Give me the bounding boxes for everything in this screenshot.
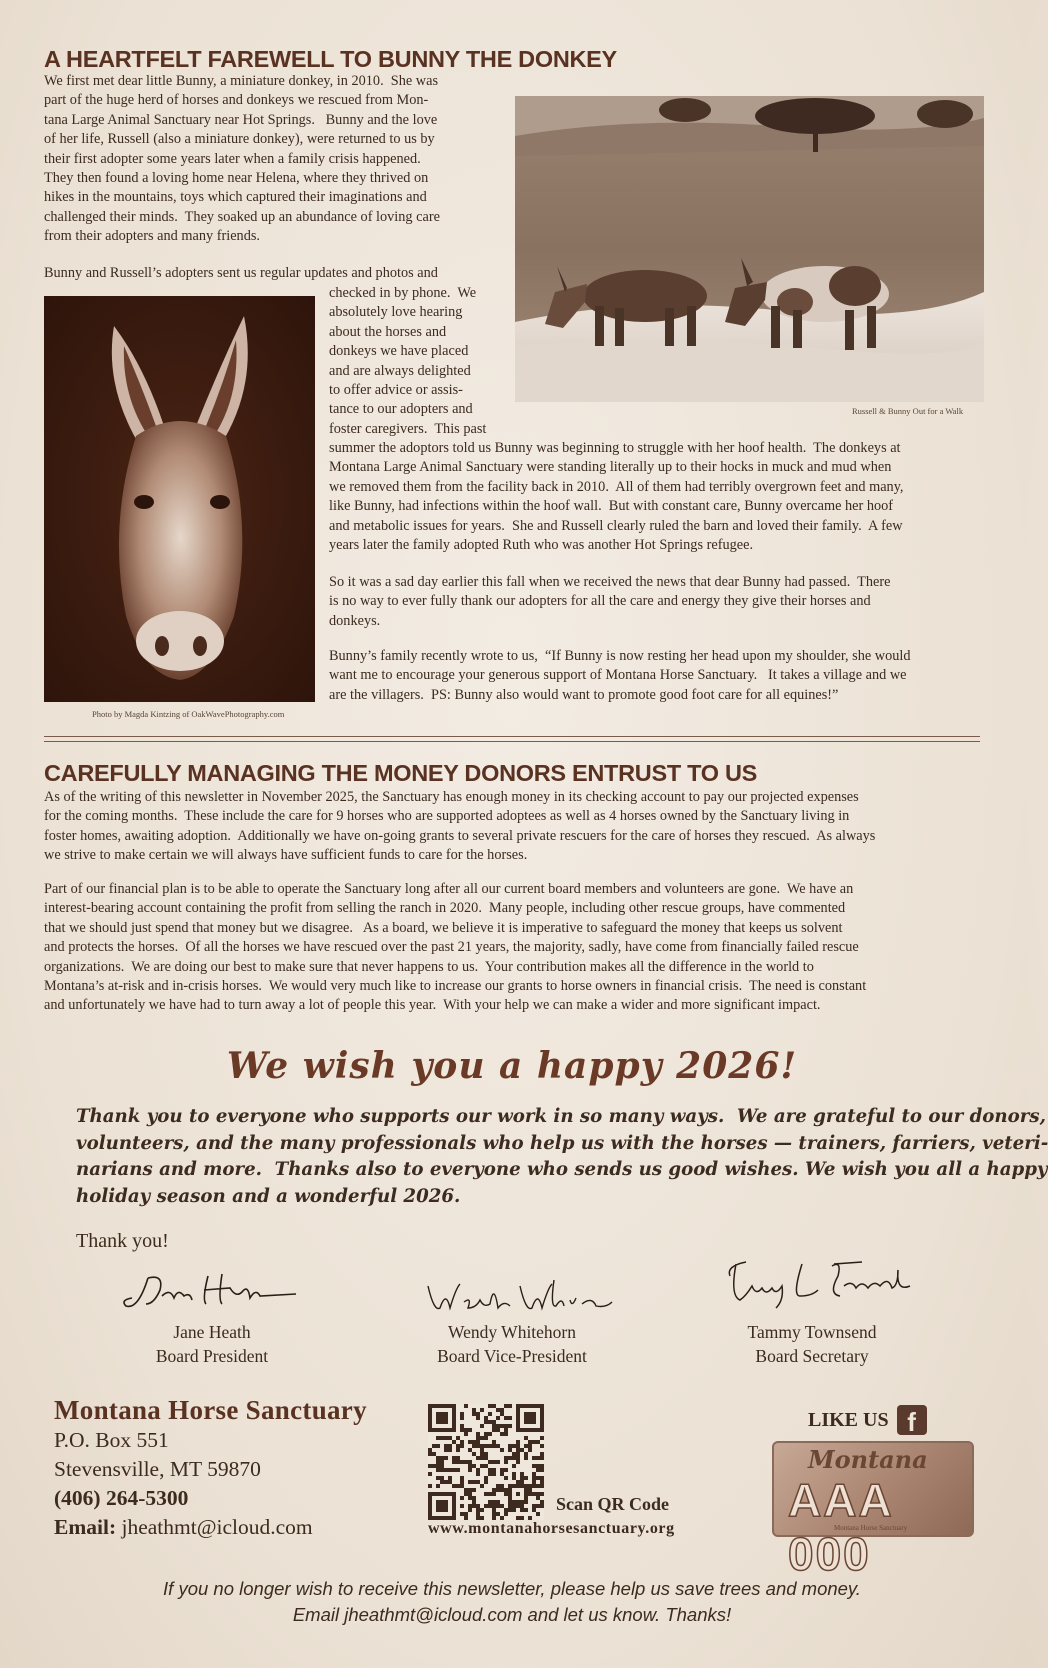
text-line: Montana’s at-risk and in-crisis horses. We would very much like to increase our grants to horse owners in financial crisis. The need is constant	[44, 978, 867, 995]
website-link[interactable]: www.montanahorsesanctuary.org	[428, 1520, 675, 1537]
po-box: P.O. Box 551	[54, 1428, 169, 1452]
text-line: foster caregivers. This past	[329, 420, 487, 437]
text-line: holiday season and a wonderful 2026.	[76, 1185, 461, 1207]
qr-code[interactable]	[428, 1404, 544, 1520]
plate-state: Montana	[808, 1445, 928, 1474]
signer-name: Wendy Whitehorn	[447, 1322, 577, 1342]
text-line: We first met dear little Bunny, a miniature donkey, in 2010. She was	[44, 73, 439, 89]
signer-role: Board President	[155, 1346, 269, 1366]
article1-p3	[329, 573, 984, 631]
phone-number[interactable]	[54, 1486, 188, 1511]
text-line: we removed them from the facility back in 2010. All of them had terribly overgrown feet and many,	[329, 478, 904, 495]
text-line: absolutely love hearing	[329, 304, 463, 321]
section-divider	[44, 736, 980, 742]
signature-jane-heath	[118, 1270, 298, 1320]
email-link[interactable]: jheathmt@icloud.com	[121, 1515, 313, 1539]
article1-p2-first-line: Bunny and Russell’s adopters sent us regular updates and photos and	[44, 265, 438, 281]
text-line: Bunny’s family recently wrote to us, “If Bunny is now resting her head upon my shoulder, she would	[329, 648, 911, 664]
text-line: So it was a sad day earlier this fall when we received the news that dear Bunny had passed. There	[329, 574, 891, 590]
text-line: that we should just spend that money but we disagree. As a board, we believe it is imperative to safeguard the money that keeps us solvent	[44, 919, 843, 936]
photo-donkey-portrait	[44, 296, 315, 702]
photo-walk-caption: Russell & Bunny Out for a Walk	[852, 406, 964, 416]
article1-p2-wide	[329, 439, 984, 555]
qr-code-icon	[428, 1404, 544, 1520]
donkey-portrait-image	[44, 296, 315, 702]
signer-role: Board Secretary	[755, 1346, 869, 1366]
text-line: donkeys.	[329, 612, 381, 629]
text-line: hikes in the mountains, toys which captured their imaginations and	[44, 189, 427, 206]
photo-donkeys-walking	[515, 96, 984, 402]
donkeys-walking-image	[515, 96, 984, 402]
article1-p2-narrow	[329, 284, 509, 439]
email-label: Email:	[54, 1515, 117, 1539]
text-line: narians and more. Thanks also to everyone who sends us good wishes. We wish you all a happy	[76, 1159, 1048, 1180]
like-us-facebook[interactable]	[808, 1405, 927, 1435]
unsubscribe-line-2: Email jheathmt@icloud.com and let us know. Thanks!	[292, 1604, 732, 1625]
signer-name: Tammy Townsend	[747, 1322, 877, 1342]
facebook-icon[interactable]: f	[897, 1405, 927, 1435]
text-line: Thank you to everyone who supports our work in so many ways. We are grateful to our donors,	[76, 1106, 1046, 1127]
unsubscribe-note	[0, 1576, 1024, 1628]
signer-wendy-whitehorn	[392, 1320, 632, 1368]
text-line: donkeys we have placed	[329, 343, 469, 360]
text-line: volunteers, and the many professionals who help us with the horses — trainers, farriers, veteri-	[76, 1132, 1048, 1154]
signer-name: Jane Heath	[173, 1322, 251, 1342]
article2-title: CAREFULLY MANAGING THE MONEY DONORS ENTRUST TO US	[44, 760, 757, 786]
text-line: interest-bearing account containing the profit from selling the ranch in 2020. Many people, including other rescue groups, have commented	[44, 900, 846, 917]
text-line: from their adopters and many friends.	[44, 228, 260, 245]
qr-label: Scan QR Code	[556, 1494, 670, 1514]
signature-tammy-townsend	[722, 1256, 912, 1312]
text-line: challenged their minds. They soaked up an abundance of loving care	[44, 208, 440, 225]
text-line: like Bunny, had infections within the hoof wall. But with constant care, Bunny overcame her hoof	[329, 498, 894, 515]
greeting-headline: We wish you a happy 2026!	[226, 1045, 798, 1087]
text-line: They then found a loving home near Helena, where they thrived on	[44, 170, 429, 187]
text-line: organizations. We are doing our best to make sure that never happens to us. Your contribution makes all the difference in the world to	[44, 958, 814, 975]
text-line: are the villagers. PS: Bunny also would want to promote good foot care for all equines!”	[329, 686, 839, 703]
text-line: summer the adoptors told us Bunny was beginning to struggle with her hoof health. The donkeys at	[329, 440, 901, 456]
text-line: to offer advice or assis-	[329, 382, 463, 399]
signature-wendy-whitehorn	[424, 1278, 614, 1322]
text-line: Montana Large Animal Sanctuary were standing literally up to their hocks in muck and mud when	[329, 459, 892, 476]
text-line: tance to our adopters and	[329, 401, 473, 418]
text-line: years later the family adopted Ruth who was another Hot Springs refugee.	[329, 537, 754, 554]
text-line: is no way to ever fully thank our adopters for all the care and energy they give their horses and	[329, 593, 871, 610]
text-line: foster homes, awaiting adoption. Additionally we have on-going grants to several private rescuers for the care of horses they rescued. As always	[44, 827, 876, 844]
article1-intro	[44, 72, 484, 247]
text-line: their first adopter some years later when a family crisis happened.	[44, 150, 421, 167]
text-line: and are always delighted	[329, 362, 471, 379]
article1-title: A HEARTFELT FAREWELL TO BUNNY THE DONKEY	[44, 46, 617, 72]
city-state-zip: Stevensville, MT 59870	[54, 1457, 261, 1481]
text-line: and protects the horses. Of all the horses we have rescued over the past 21 years, the majority, sadly, have come from financially failed rescue	[44, 939, 859, 956]
photo-portrait-caption: Photo by Magda Kintzing of OakWavePhotography.com	[92, 709, 285, 719]
org-name: Montana Horse Sanctuary	[54, 1395, 367, 1425]
plate-footer: Montana Horse Sanctuary	[834, 1524, 908, 1532]
text-line: part of the huge herd of horses and donkeys we rescued from Mon-	[44, 92, 429, 109]
text-line: want me to encourage your generous support of Montana Horse Sanctuary. It takes a village and we	[329, 667, 907, 684]
like-us-label: LIKE US	[808, 1408, 889, 1431]
text-line: and unfortunately we have had to turn away a lot of people this year. With your help we can make a wider and more significant impact.	[44, 997, 821, 1014]
email-line	[54, 1515, 313, 1540]
signer-role: Board Vice-President	[437, 1346, 587, 1366]
text-line: for the coming months. These include the care for 9 horses who are supported adoptees as well as 4 horses owned by the Sanctuary living in	[44, 808, 850, 825]
license-plate-graphic	[772, 1441, 974, 1580]
text-line: As of the writing of this newsletter in November 2025, the Sanctuary has enough money in its checking account to pay our projected expenses	[44, 789, 859, 805]
text-line: of her life, Russell (also a miniature donkey), were returned to us by	[44, 131, 435, 148]
text-line: tana Large Animal Sanctuary near Hot Springs. Bunny and the love	[44, 111, 438, 128]
text-line: checked in by phone. We	[329, 285, 477, 301]
greeting-message	[76, 1104, 1048, 1210]
plate-number: AAA 000	[788, 1474, 892, 1580]
text-line: Part of our financial plan is to be able to operate the Sanctuary long after all our current board members and volunteers are gone. We have an	[44, 881, 854, 897]
text-line: and metabolic issues for years. She and Russell clearly ruled the barn and loved their family. A few	[329, 517, 903, 534]
article1-p4	[329, 647, 989, 705]
article2-p2	[44, 880, 984, 1016]
phone-value[interactable]: (406) 264-5300	[54, 1486, 189, 1510]
signer-tammy-townsend	[692, 1320, 932, 1368]
signer-jane-heath	[92, 1320, 332, 1368]
article2-p1	[44, 788, 984, 866]
text-line: about the horses and	[329, 323, 447, 340]
thank-you-text: Thank you!	[76, 1230, 169, 1252]
text-line: we strive to make certain we will always have sufficient funds to care for the horses.	[44, 847, 528, 864]
unsubscribe-line-1: If you no longer wish to receive this newsletter, please help us save trees and money.	[163, 1578, 861, 1599]
